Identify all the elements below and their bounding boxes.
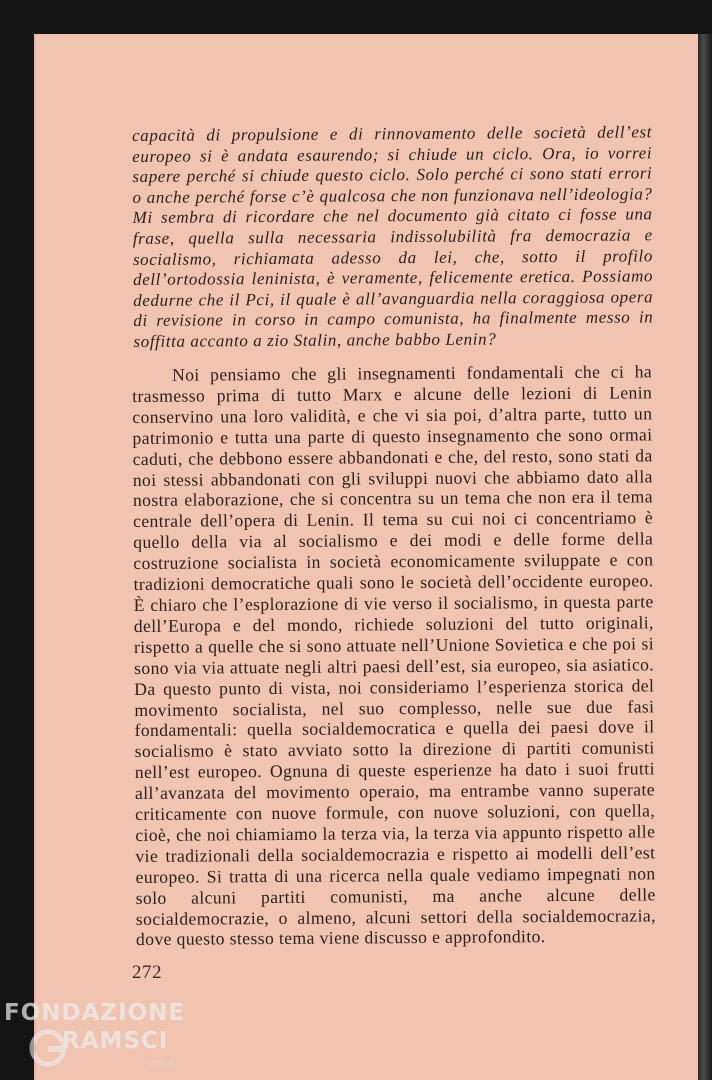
page-number: 272 <box>132 962 162 983</box>
watermark-line2: RAMSCI <box>62 1028 169 1054</box>
page-edge-shadow <box>698 34 712 1080</box>
interview-question-text: capacità di propulsione e di rinnovamento delle società dell’est europeo si è andata esaurendo; si chiude un ciclo. Ora, io vorrei sapere perché si chiude questo ciclo. Solo perché ci sono stati errori o anche perché forse c’è qualcosa che non funzionava nell’ideologia? Mi sembra di ricordare che nel documento già citato ci fosse una frase, quella sulla necessaria indissolubilità fra democrazia e socialismo, richiamata adesso da lei, che, sotto il profilo dell’ortodossia leninista, è veramente, felicemente eretica. Possiamo dedurne che il Pci, il quale è all’avanguardia nella coraggiosa opera di revisione in corso in campo comunista, ha finalmente messo in soffitta accanto a zio Stalin, anche babbo Lenin? <box>132 122 654 351</box>
watermark-subtitle: onlus <box>148 1058 175 1069</box>
watermark-line1: FONDAZIONE <box>4 1000 186 1026</box>
fondazione-gramsci-watermark <box>0 990 200 1080</box>
interview-answer-text: Noi pensiamo che gli insegnamenti fondamentali che ci ha trasmesso prima di tutto Marx e alcune delle lezioni di Lenin conservino una loro validità, e che vi sia poi, d’altra parte, tutto un patrimonio e tutta una parte di questo insegnamento che sono ormai caduti, che debbono essere abbandonati e che, del resto, sono stati da noi stessi abbandonati con gli sviluppi nuovi che abbiamo dato alla nostra elaborazione, che si concentra su un tema che non era il tema centrale dell’opera di Lenin. Il tema su cui noi ci concentriamo è quello della via al socialismo e dei modi e delle forme della costruzione socialista in società economicamente sviluppate e con tradizioni democratiche quali sono le società dell’occidente europeo. È chiaro che l’esplorazione di vie verso il socialismo, in questa parte dell’Europa e del mondo, richiede soluzioni del tutto originali, rispetto a quelle che si sono attuate nell’Unione Sovietica e che poi si sono via via attuate negli altri paesi dell’est, sia europeo, sia asiatico. Da questo punto di vista, noi consideriamo l’esperienza storica del movimento socialista, nel suo complesso, nelle sue due fasi fondamentali: quella socialdemocratica e quella dei paesi dove il socialismo è stato avviato sotto la direzione di partiti comunisti nell’est europeo. Ognuna di queste esperienze ha dato i suoi frutti all’avanzata del movimento operaio, ma entrambe vanno superate criticamente con nuove formule, con nuove soluzioni, con quella, cioè, che noi chiamiamo la terza via, la terza via appunto rispetto alle vie tradizionali della socialdemocrazia e rispetto ai modelli dell’est europeo. Si tratta di una ricerca nella quale vediamo impegnati non solo alcuni partiti comunisti, ma anche alcune delle socialdemocrazie, o almeno, alcuni settori della socialdemocrazia, dove questo stesso tema viene discusso e approfondito. <box>132 361 656 950</box>
